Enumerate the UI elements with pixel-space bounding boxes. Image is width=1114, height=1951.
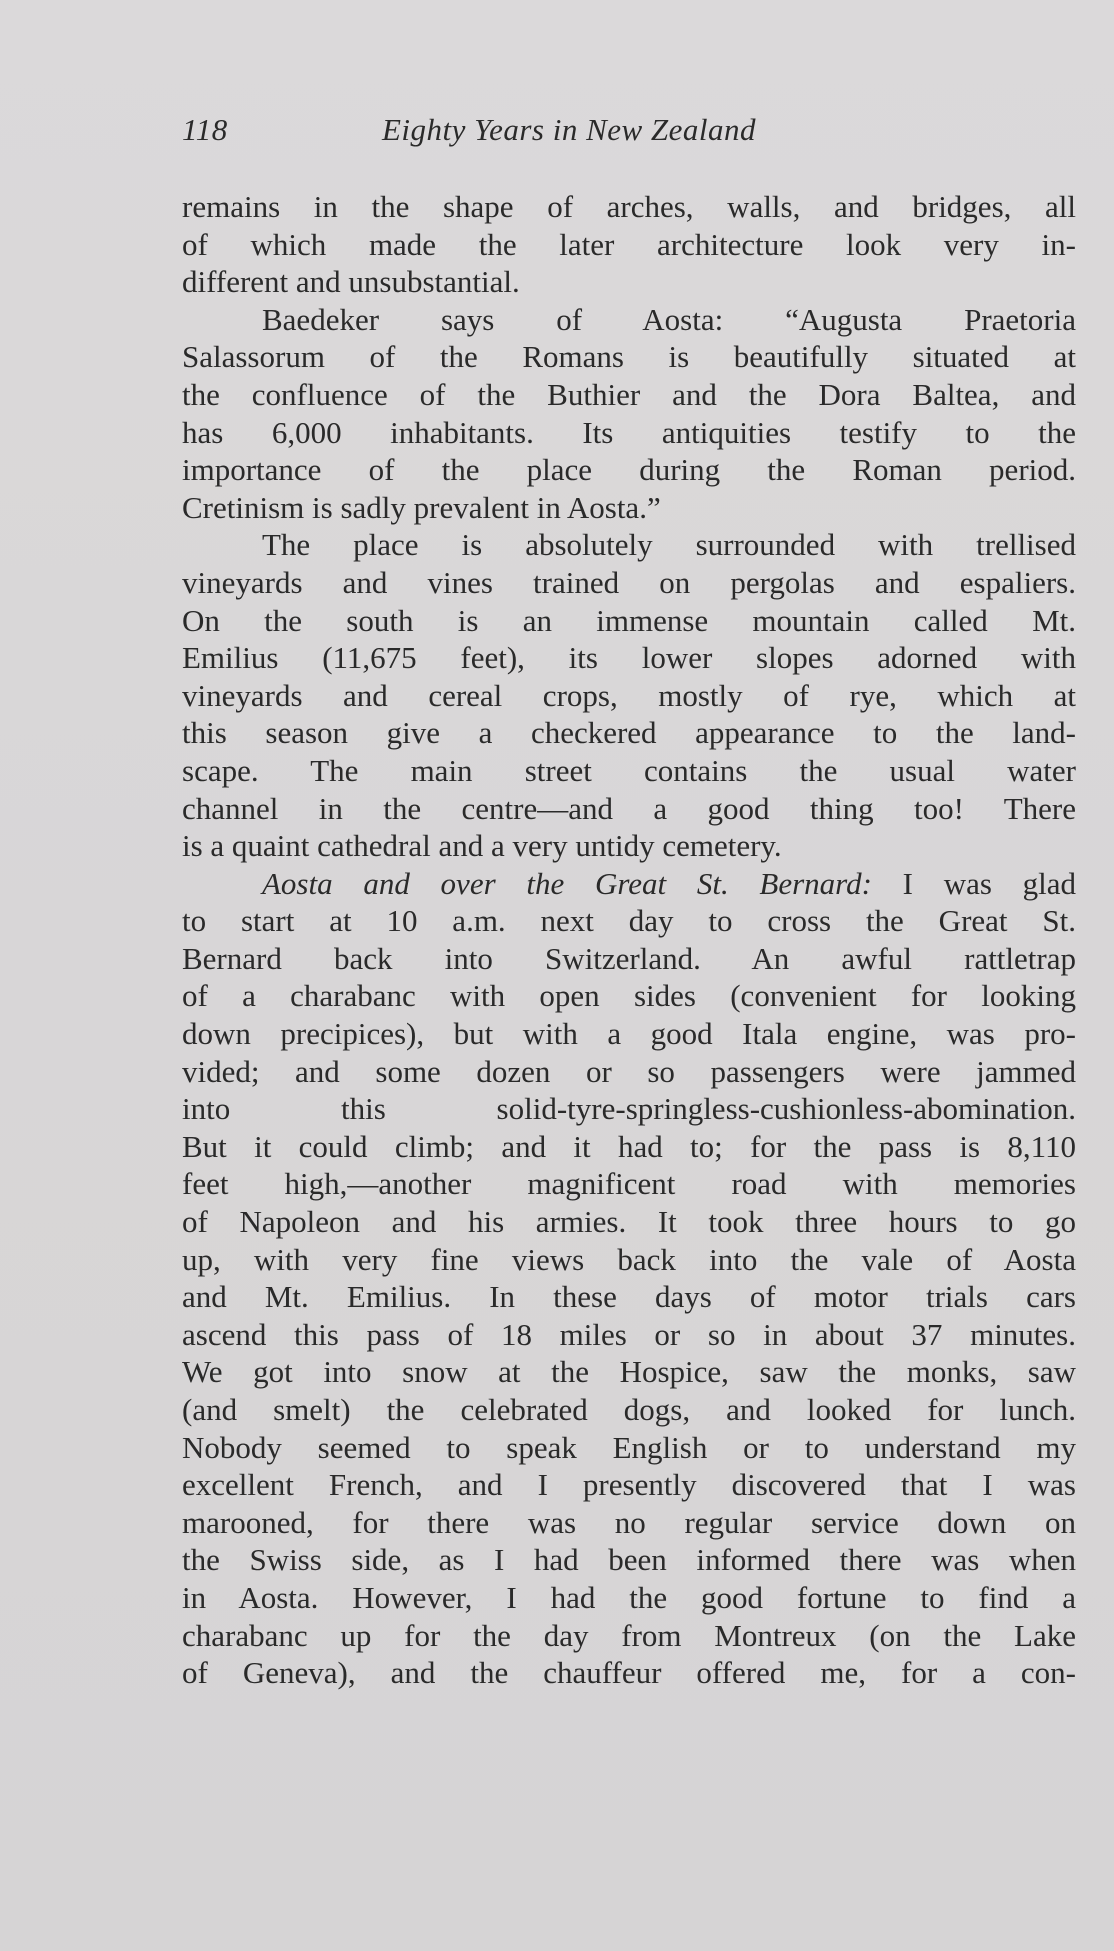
text-line: marooned, for there was no regular service down on [182, 1504, 1076, 1540]
text-line: Nobody seemed to speak English or to understand my [182, 1429, 1076, 1465]
text-line: down precipices), but with a good Itala engine, was pro- [182, 1016, 1076, 1052]
text-line: vineyards and cereal crops, mostly of rye, which at [182, 677, 1076, 713]
text-line: vided; and some dozen or so passengers were jammed [182, 1053, 1076, 1089]
text-line: vineyards and vines trained on pergolas and espaliers. [182, 564, 1076, 600]
text-line: is a quaint cathedral and a very untidy cemetery. [182, 828, 782, 864]
body-text [182, 188, 1076, 1692]
text-line: of Geneva), and the chauffeur offered me, for a con- [182, 1655, 1076, 1691]
text-line: But it could climb; and it had to; for the pass is 8,110 [182, 1128, 1076, 1164]
text-line: in Aosta. However, I had the good fortune to find a [182, 1579, 1076, 1615]
text-line: scape. The main street contains the usual water [182, 752, 1076, 788]
text-line: different and unsubstantial. [182, 264, 520, 300]
text-line: Emilius (11,675 feet), its lower slopes adorned with [182, 640, 1076, 676]
text-line: importance of the place during the Roman period. [182, 452, 1076, 488]
text-line: Salassorum of the Romans is beautifully situated at [182, 339, 1076, 375]
text-line: has 6,000 inhabitants. Its antiquities testify to the [182, 414, 1076, 450]
page-header [182, 112, 882, 152]
text-line: Cretinism is sadly prevalent in Aosta.” [182, 489, 661, 525]
text-line: this season give a checkered appearance to the land- [182, 715, 1076, 751]
text-line: feet high,—another magnificent road with memories [182, 1166, 1076, 1202]
text-line: ascend this pass of 18 miles or so in about 37 minutes. [182, 1316, 1076, 1352]
text-line: channel in the centre—and a good thing too! There [182, 790, 1076, 826]
text-line: to start at 10 a.m. next day to cross the Great St. [182, 903, 1076, 939]
section-heading: Aosta and over the Great St. Bernard: [262, 865, 872, 901]
text-line: up, with very fine views back into the vale of Aosta [182, 1241, 1076, 1277]
page-number: 118 [182, 112, 228, 147]
text-line: We got into snow at the Hospice, saw the monks, saw [182, 1354, 1076, 1390]
text-line: of a charabanc with open sides (convenient for looking [182, 978, 1076, 1014]
text-line: remains in the shape of arches, walls, and bridges, all [182, 189, 1076, 224]
text-line: (and smelt) the celebrated dogs, and looked for lunch. [182, 1392, 1076, 1427]
text-line: of Napoleon and his armies. It took three hours to go [182, 1204, 1076, 1240]
section-heading-continuation: I was glad [871, 865, 1077, 901]
text-line: excellent French, and I presently discovered that I was [182, 1467, 1076, 1503]
section-heading-line [182, 865, 1076, 903]
text-line: The place is absolutely surrounded with trellised [262, 527, 1076, 563]
running-title: Eighty Years in New Zealand [382, 112, 757, 147]
text-line: and Mt. Emilius. In these days of motor trials cars [182, 1279, 1076, 1315]
text-line: of which made the later architecture look very in- [182, 226, 1076, 262]
text-line: the confluence of the Buthier and the Dora Baltea, and [182, 376, 1076, 412]
text-line: charabanc up for the day from Montreux (on the Lake [182, 1617, 1076, 1653]
text-line: the Swiss side, as I had been informed there was when [182, 1542, 1076, 1578]
text-line: On the south is an immense mountain called Mt. [182, 602, 1076, 638]
text-line: Bernard back into Switzerland. An awful rattletrap [182, 940, 1076, 976]
text-line: into this solid-tyre-springless-cushionless-abomination. [182, 1091, 1076, 1127]
text-line: Baedeker says of Aosta: “Augusta Praetoria [262, 301, 1076, 337]
